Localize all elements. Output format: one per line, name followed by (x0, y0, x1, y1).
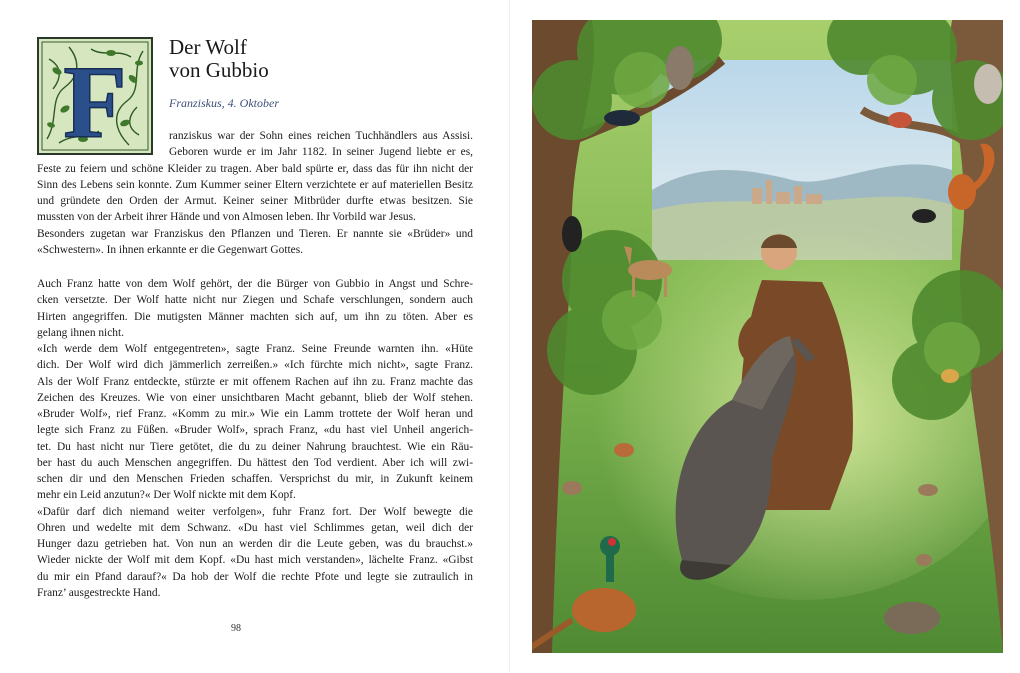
text-line: legte sich Franz zu Füßen. «Bruder Wolf», sprach Franz, «du hast viel Unheil angerich- (37, 424, 473, 437)
text-line: Hirten angegriffen. Die mutigsten Männer machten sich auf, um ihn zu töten. Aber es (37, 310, 473, 323)
chapter-title-line-1: Der Wolf (169, 35, 247, 59)
text-line: Feste zu feiern und schöne Kleider zu tragen. Aber bald spürte er, dass das für ihn nicht der (37, 162, 473, 175)
text-line: cken versetzte. Der Wolf hatte nicht nur Ziegen und Schafe verschlungen, sondern auch (37, 294, 473, 307)
bullfinch-bird (888, 112, 912, 128)
illuminated-initial-art (39, 39, 151, 153)
feast-day: Franziskus, 4. Oktober (169, 96, 279, 110)
text-line: gelang ihnen nicht. (37, 326, 124, 339)
text-line: «Dafür darf dich niemand weiter verfolgen», fuhr Franz fort. Der Wolf bewegte die (37, 505, 473, 518)
mouse (918, 484, 938, 496)
paragraph-1-indented (169, 128, 473, 161)
illuminated-initial (37, 37, 153, 155)
text-line: «Ich werde dem Wolf entgegentreten», sagte Franz. Seine Freunde warnten ihn. «Hüte (37, 343, 473, 355)
text-line: «Schwestern». In ihnen erkannte er die Gegenwart Gottes. (37, 243, 304, 256)
text-line: tet. Du hast nicht nur Tiere getötet, die du zu deiner Nahrung brauchtest. Wie ein Räu- (37, 440, 473, 453)
text-line: ranziskus war der Sohn eines reichen Tuchhändlers aus Assisi. (169, 130, 473, 142)
text-line: Auch Franz hatte von dem Wolf gehört, der die Bürger von Gubbio in Angst und Schre- (37, 278, 473, 290)
text-line: schen dir und den Menschen Frieden schaffen. Versprichst du mir, in Zukunft keinem (37, 473, 473, 485)
text-line: Franz’ ausgestreckte Hand. (37, 586, 161, 599)
hedgehog (884, 602, 940, 634)
paragraph-1 (37, 161, 473, 259)
right-page (510, 0, 1020, 673)
hawk-bird (666, 46, 694, 90)
text-line: Besonders zugetan war Franziskus den Pflanzen und Tieren. Er nannte sie «Brüder» und (37, 227, 473, 240)
robin-bird (614, 443, 634, 457)
goldfinch-bird (941, 369, 959, 383)
text-line: mehr ein Leid anzutun?« Der Wolf nickte mit dem Kopf. (37, 489, 296, 502)
illustration-st-francis-and-wolf (532, 20, 1003, 653)
chapter-title-line-2: von Gubbio (169, 58, 269, 82)
text-line: Als der Wolf Franz entdeckte, stürzte er mit offenem Rachen auf ihn zu. Franz machte das (37, 375, 473, 388)
text-line: «Bruder Wolf», rief Franz. «Komm zu mir.» Wie ein Lamm trottete der Wolf heran und (37, 408, 473, 420)
chapter-title (169, 36, 269, 82)
text-line: mussten von der Arbeit ihrer Hände und von Almosen leben. Ihr Vorbild war Jesus. (37, 211, 416, 224)
text-line: dich. Der Wolf wird dich jämmerlich zerreißen.» «Ich fürchte mich nicht», sagte Franz. (37, 359, 473, 372)
sparrow-bird (562, 481, 582, 495)
text-line: Geboren wurde er im Jahr 1182. In seiner Jugend liebte er es, (169, 146, 473, 159)
text-line: Ohren und wedelte mit dem Schwanz. «Du hast viel Schlimmes getan, weil dich der (37, 521, 473, 534)
initial-letter: F (63, 45, 127, 153)
text-line: Hunger dazu getrieben hat. Von nun an werden dir die Leute geben, was du brauchst.» (37, 538, 473, 550)
text-line: und gründete den Orden der Armut. Keiner seiner Mitbrüder durfte etwas besitzen. Sie (37, 195, 473, 207)
text-line: Sinn des Lebens sein konnte. Zum Kummer seiner Eltern verzichtete er auf materiellen Besitz (37, 178, 473, 191)
text-line: Wieder nickte der Wolf mit dem Kopf. «Du hast mich verstanden», lächelte Franz. «Gibst (37, 554, 473, 567)
mouse (916, 554, 932, 566)
text-line: ber hast du auch Menschen angegriffen. Du hättest den Tod verdient. Aber ich will zwi- (37, 456, 473, 469)
blackbird-bird (912, 209, 936, 223)
woodpecker-bird (562, 216, 582, 252)
paragraph-2 (37, 276, 473, 601)
text-line: du mir ein Pfand darauf?« Da hob der Wolf die rechte Pfote und legte sie zutraulich in (37, 570, 473, 583)
dove-bird (974, 64, 1002, 104)
illustration-art (532, 20, 1003, 653)
page-number: 98 (231, 623, 241, 634)
text-line: Zeichen des Kreuzes. Wie von einer unsichtbaren Macht gebannt, blieb der Wolf stehen. (37, 391, 473, 404)
magpie-bird (604, 110, 640, 126)
